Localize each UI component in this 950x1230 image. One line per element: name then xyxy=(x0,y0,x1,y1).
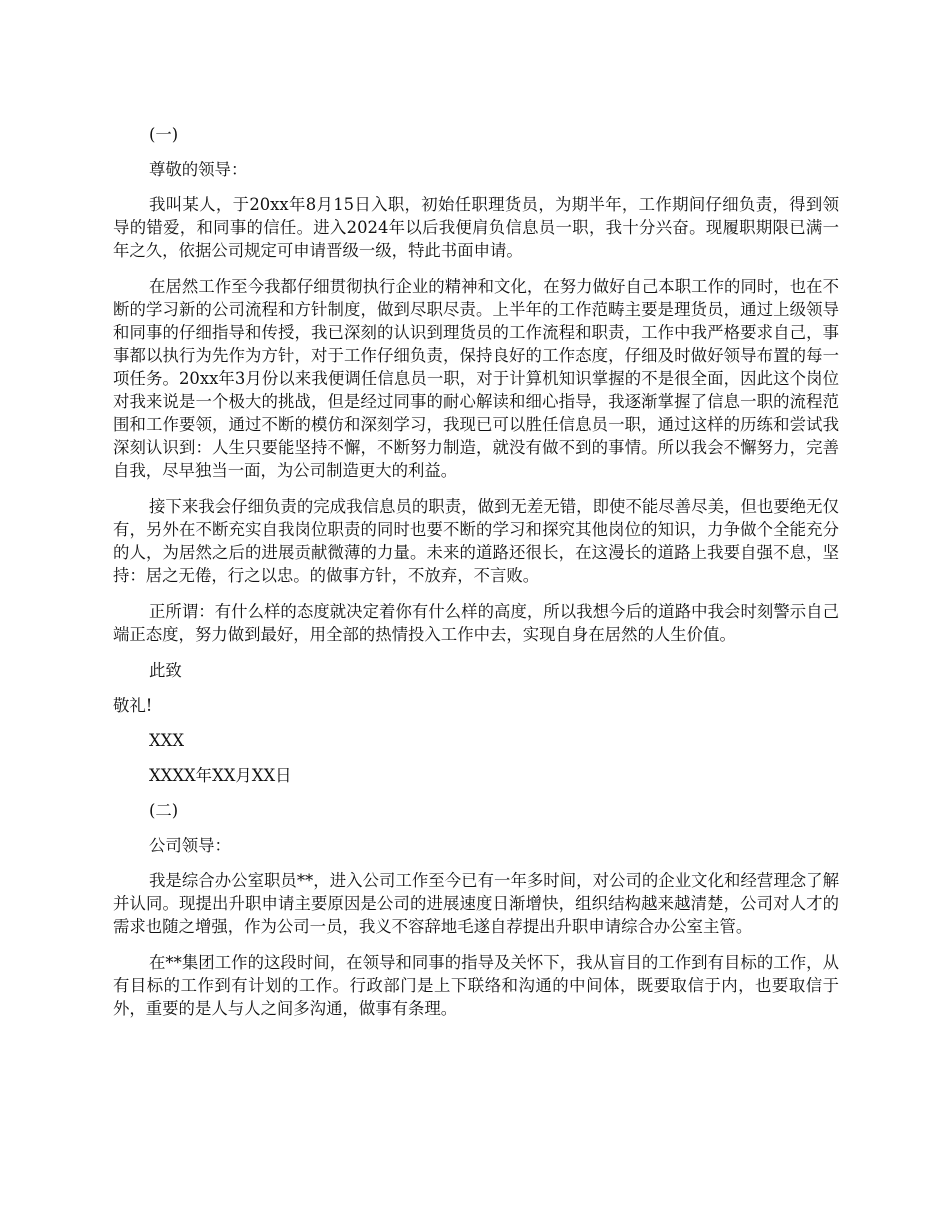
letter1-paragraph-2: 在居然工作至今我都仔细贯彻执行企业的精神和文化，在努力做好自己本职工作的同时，也在不断的学习新的公司流程和方针制度，做到尽职尽责。上半年的工作范畴主要是理货员，通过上级领导和同事的仔细指导和传授，我已深刻的认识到理货员的工作流程和职责，工作中我严格要求自己，事事都以执行为先作为方针，对于工作仔细负责，保持良好的工作态度，仔细及时做好领导布置的每一项任务。20xx年3月份以来我便调任信息员一职，对于计算机知识掌握的不是很全面，因此这个岗位对我来说是一个极大的挑战，但是经过同事的耐心解读和细心指导，我逐渐掌握了信息一职的流程范围和工作要领，通过不断的模仿和深刻学习，我现已可以胜任信息员一职，通过这样的历练和尝试我深刻认识到：人生只要能坚持不懈，不断努力制造，就没有做不到的事情。所以我会不懈努力，完善自我，尽早独当一面，为公司制造更大的利益。 xyxy=(113,277,839,480)
document-page xyxy=(113,123,839,1033)
letter2-paragraph-1: 我是综合办公室职员**，进入公司工作至今已有一年多时间，对公司的企业文化和经营理念了解并认同。现提出升职申请主要原因是公司的进展速度日渐增快，组织结构越来越清楚，公司对人才的需求也随之增强，作为公司一员，我义不容辞地毛遂自荐提出升职申请综合办公室主管。 xyxy=(113,871,839,936)
letter1-date: XXXX年XX月XX日 xyxy=(149,766,292,785)
letter1-paragraph-4: 正所谓：有什么样的态度就决定着你有什么样的高度，所以我想今后的道路中我会时刻警示自己端正态度，努力做到最好，用全部的热情投入工作中去，实现自身在居然的人生价值。 xyxy=(113,602,839,644)
letter1-closing-ci-zhi: 此致 xyxy=(149,661,182,680)
letter1-heading: (一) xyxy=(149,125,179,144)
letter2-paragraph-2: 在**集团工作的这段时间，在领导和同事的指导及关怀下，我从盲目的工作到有目标的工作，从有目标的工作到有计划的工作。行政部门是上下联络和沟通的中间体，既要取信于内，也要取信于外，重要的是人与人之间多沟通，做事有条理。 xyxy=(113,953,839,1018)
letter1-paragraph-1: 我叫某人，于20xx年8月15日入职，初始任职理货员，为期半年，工作期间仔细负责，得到领导的错爱，和同事的信任。进入2024年以后我便肩负信息员一职，我十分兴奋。现履职期限已满一年之久，依据公司规定可申请晋级一级，特此书面申请。 xyxy=(113,195,839,260)
letter2-heading: (二) xyxy=(149,801,179,820)
letter2-salutation: 公司领导： xyxy=(149,836,231,855)
letter1-signature: XXX xyxy=(149,731,185,750)
letter1-closing-jing-li: 敬礼! xyxy=(113,696,153,715)
letter1-salutation: 尊敬的领导： xyxy=(149,160,248,179)
letter1-paragraph-3: 接下来我会仔细负责的完成我信息员的职责，做到无差无错，即使不能尽善尽美，但也要绝无仅有，另外在不断充实自我岗位职责的同时也要不断的学习和探究其他岗位的知识，力争做个全能充分的人，为居然之后的进展贡献微薄的力量。未来的道路还很长，在这漫长的道路上我要自强不息，坚持：居之无倦，行之以忠。的做事方针，不放弃，不言败。 xyxy=(113,497,839,585)
